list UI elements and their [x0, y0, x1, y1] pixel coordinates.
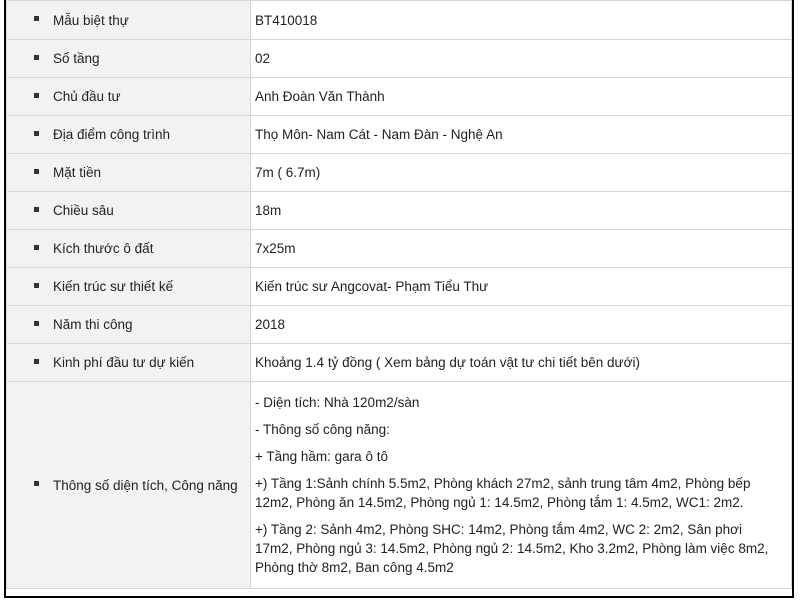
- row-value: 2018: [255, 317, 286, 332]
- row-value: 7m ( 6.7m): [255, 165, 321, 180]
- label-cell: [7, 154, 251, 192]
- value-cell: [251, 78, 792, 116]
- label-cell: [7, 268, 251, 306]
- villa-spec-table: [6, 0, 792, 589]
- table-row: [7, 230, 792, 268]
- label-cell: [7, 382, 251, 589]
- table-row: [7, 78, 792, 116]
- table-row: [7, 268, 792, 306]
- row-value: Kiến trúc sư Angcovat- Phạm Tiểu Thư: [255, 279, 489, 294]
- value-cell: [251, 154, 792, 192]
- row-value: 18m: [255, 203, 282, 218]
- bullet-icon: [34, 55, 39, 60]
- bullet-icon: [34, 245, 39, 250]
- row-label: Mẫu biệt thự: [53, 12, 129, 28]
- value-cell: [251, 344, 792, 382]
- spec-table-frame: [4, 0, 794, 598]
- value-cell: [251, 192, 792, 230]
- bullet-icon: [34, 481, 39, 486]
- row-label: Số tầng: [53, 51, 100, 66]
- table-row: [7, 40, 792, 78]
- table-row: [7, 1, 792, 40]
- label-cell: [7, 1, 251, 40]
- bullet-icon: [34, 207, 39, 212]
- value-cell: [251, 230, 792, 268]
- row-label: Thông số diện tích, Công năng: [53, 477, 238, 493]
- row-value: Thọ Môn- Nam Cát - Nam Đàn - Nghệ An: [255, 127, 503, 142]
- table-row: [7, 306, 792, 344]
- bullet-icon: [34, 359, 39, 364]
- label-cell: [7, 306, 251, 344]
- row-label: Kích thước ô đất: [53, 241, 154, 256]
- detail-line: - Diện tích: Nhà 120m2/sàn: [255, 395, 420, 410]
- row-value: 7x25m: [255, 241, 296, 256]
- table-row: [7, 116, 792, 154]
- bullet-icon: [34, 16, 39, 21]
- value-cell: [251, 268, 792, 306]
- row-label: Mặt tiền: [53, 165, 102, 180]
- row-label: Kinh phí đầu tư dự kiến: [53, 355, 195, 370]
- row-value: 02: [255, 51, 271, 66]
- label-cell: [7, 116, 251, 154]
- detail-line: + Tầng hầm: gara ô tô: [255, 449, 388, 464]
- bullet-icon: [34, 321, 39, 326]
- value-cell: [251, 116, 792, 154]
- table-row-detail: [7, 382, 792, 589]
- bullet-icon: [34, 283, 39, 288]
- detail-line: +) Tầng 1:Sảnh chính 5.5m2, Phòng khách 27m2, sảnh trung tâm 4m2, Phòng bếp 12m2, Phòng ăn 14.5m2, Phòng ngủ 1: 14.5m2, Phòng tắm 1: 4.5m2, WC1: 2m2.: [255, 476, 751, 510]
- row-label: Năm thi công: [53, 317, 133, 332]
- value-cell: [251, 382, 792, 589]
- detail-values: [255, 393, 791, 577]
- label-cell: [7, 344, 251, 382]
- row-label: Địa điểm công trình: [53, 127, 171, 142]
- label-cell: [7, 40, 251, 78]
- row-label: Chiều sâu: [53, 203, 114, 218]
- label-cell: [7, 192, 251, 230]
- detail-line: +) Tầng 2: Sảnh 4m2, Phòng SHC: 14m2, Phòng tắm 4m2, WC 2: 2m2, Sân phơi 17m2, Phòng ngủ 3: 14.5m2, Phòng ngủ 2: 14.5m2, Kho 3.2m2, Phòng làm việc 8m2, Phòng thờ 8m2, Ban công 4.5m2: [255, 522, 769, 575]
- row-label: Kiến trúc sư thiết kế: [53, 279, 174, 294]
- table-row: [7, 344, 792, 382]
- bullet-icon: [34, 169, 39, 174]
- detail-line: - Thông số công năng:: [255, 422, 390, 437]
- value-cell: [251, 40, 792, 78]
- bullet-icon: [34, 131, 39, 136]
- label-cell: [7, 230, 251, 268]
- label-cell: [7, 78, 251, 116]
- row-value: Anh Đoàn Văn Thành: [255, 89, 385, 104]
- value-cell: [251, 306, 792, 344]
- table-row: [7, 154, 792, 192]
- row-label: Chủ đầu tư: [53, 89, 121, 104]
- table-row: [7, 192, 792, 230]
- row-value: Khoảng 1.4 tỷ đồng ( Xem bảng dự toán vật tư chi tiết bên dưới): [255, 355, 640, 370]
- bullet-icon: [34, 93, 39, 98]
- row-value: BT410018: [255, 12, 318, 28]
- value-cell: [251, 1, 792, 40]
